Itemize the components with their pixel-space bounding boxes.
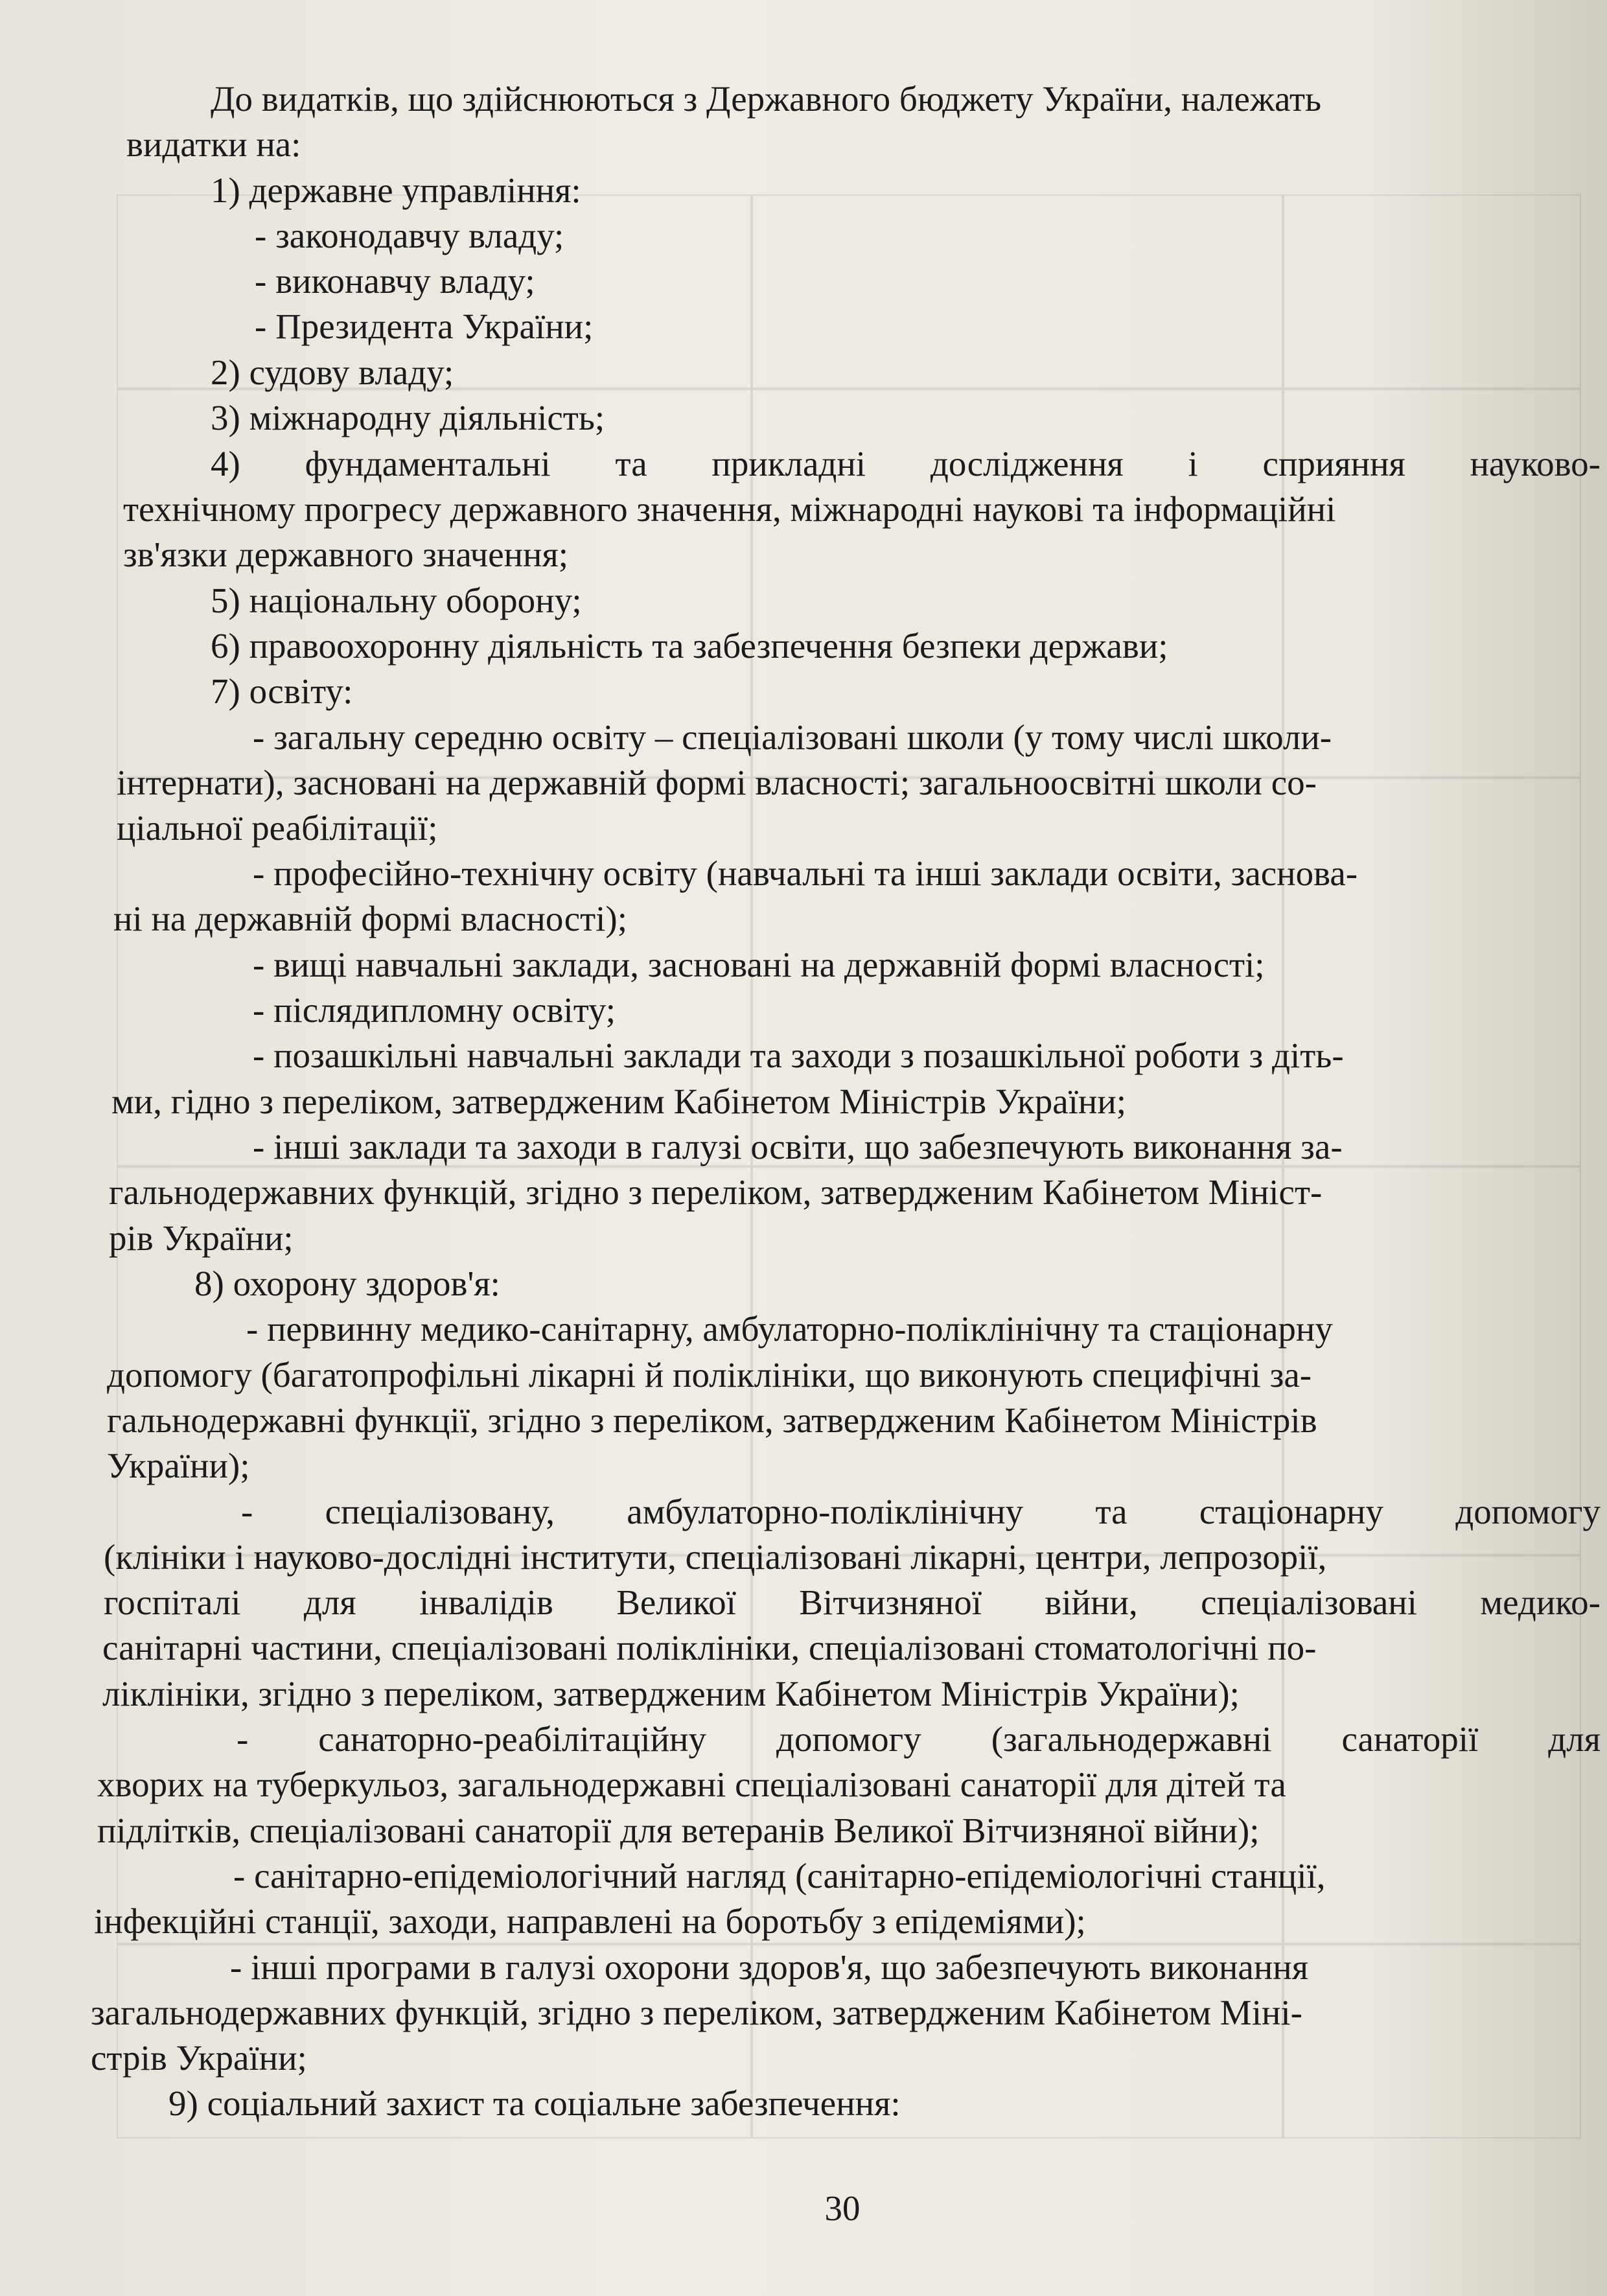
text-line: - загальну середню освіту – спеціалізовані школи (у тому числі школи- [253, 717, 1332, 757]
text-line: 9) соціальний захист та соціальне забезпечення: [168, 2083, 901, 2123]
text-line: - спеціалізовану, амбулаторно-поліклінічну та стаціонарну допомогу [241, 1492, 1601, 1531]
text-line: ліклініки, згідно з переліком, затвердженим Кабінетом Міністрів України); [102, 1674, 1240, 1713]
text-line: госпіталі для інвалідів Великої Вітчизняної війни, спеціалізовані медико- [104, 1583, 1601, 1622]
text-line: загальнодержавних функцій, згідно з переліком, затвердженим Кабінетом Міні- [91, 1993, 1302, 2032]
text-line: (клініки і науково-дослідні інститути, спеціалізовані лікарні, центри, лепрозорії, [104, 1537, 1327, 1577]
text-line: рів України; [109, 1218, 294, 1258]
text-line: - санаторно-реабілітаційну допомогу (загальнодержавні санаторії для [237, 1719, 1601, 1759]
text-line: - Президента України; [255, 307, 594, 346]
text-line: - законодавчу владу; [255, 216, 564, 255]
text-line: видатки на: [126, 124, 301, 164]
text-line: допомогу (багатопрофільні лікарні й поліклініки, що виконують специфічні за- [107, 1355, 1312, 1395]
text-line: України); [107, 1446, 250, 1485]
text-line: інтернати), засновані на державній формі власності; загальноосвітні школи со- [117, 763, 1317, 802]
text-line: санітарні частини, спеціалізовані поліклініки, спеціалізовані стоматологічні по- [102, 1628, 1317, 1667]
text-line: 1) державне управління: [211, 170, 581, 210]
text-line: 8) охорону здоров'я: [194, 1264, 500, 1303]
text-line: стрів України; [91, 2038, 307, 2078]
text-line: - післядипломну освіту; [253, 990, 616, 1030]
text-line: 3) міжнародну діяльність; [211, 398, 605, 437]
text-line: - інші заклади та заходи в галузі освіти, що забезпечують виконання за- [253, 1127, 1343, 1166]
text-line: 5) національну оборону; [211, 581, 582, 620]
text-line: гальнодержавних функцій, згідно з переліком, затвердженим Кабінетом Мініст- [109, 1172, 1323, 1212]
text-line: - професійно-технічну освіту (навчальні та інші заклади освіти, заснова- [253, 853, 1358, 893]
page-number: 30 [824, 2188, 861, 2228]
text-line: - вищі навчальні заклади, засновані на державній формі власності; [253, 945, 1265, 984]
text-line: хворих на туберкульоз, загальнодержавні спеціалізовані санаторії для дітей та [97, 1765, 1286, 1804]
text-line: гальнодержавні функції, згідно з переліком, затвердженим Кабінетом Міністрів [107, 1400, 1317, 1440]
text-line: 4) фундаментальні та прикладні дослідження і сприяння науково- [211, 444, 1601, 483]
text-line: До видатків, що здійснюються з Державного бюджету України, належать [211, 79, 1322, 119]
text-line: ні на державній формі власності); [113, 899, 628, 938]
text-line: 2) судову владу; [211, 353, 454, 392]
text-line: - первинну медико-санітарну, амбулаторно-поліклінічну та стаціонарну [246, 1309, 1333, 1349]
text-line: інфекційні станції, заходи, направлені на боротьбу з епідеміями); [94, 1901, 1086, 1941]
text-line: зв'язки державного значення; [123, 535, 569, 574]
text-line: технічному прогресу державного значення, міжнародні наукові та інформаційні [123, 489, 1336, 529]
text-line: - санітарно-епідеміологічний нагляд (санітарно-епідеміологічні станції, [233, 1856, 1326, 1896]
text-line: ми, гідно з переліком, затвердженим Кабінетом Міністрів України; [111, 1082, 1127, 1121]
text-line: - інші програми в галузі охорони здоров'я, що забезпечують виконання [230, 1947, 1308, 1987]
text-line: ціальної реабілітації; [117, 808, 438, 848]
text-line: 6) правоохоронну діяльність та забезпечення безпеки держави; [211, 626, 1168, 666]
text-line: - виконавчу владу; [255, 261, 535, 301]
text-line: підлітків, спеціалізовані санаторії для ветеранів Великої Вітчизняної війни); [97, 1811, 1260, 1850]
text-line: - позашкільні навчальні заклади та заходи з позашкільної роботи з діть- [253, 1036, 1344, 1075]
text-line: 7) освіту: [211, 671, 353, 711]
